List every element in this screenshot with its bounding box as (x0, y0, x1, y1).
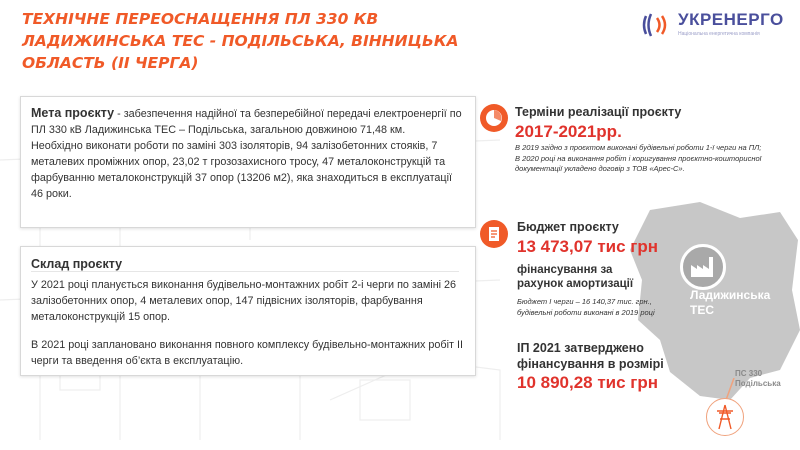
budget-note (517, 297, 687, 318)
goal-text (31, 105, 465, 138)
logo-brand: УКРЕНЕРГО (678, 10, 784, 29)
composition-paragraph-1: У 2021 році планується виконання будівельно-монтажних робіт 2-і черги по заміні 26 залізобетонних опор, 4 металевих опор, 147 підвісних ізоляторів, фарбування металоконструкцій 15 опор. (31, 279, 457, 323)
title-line: ОБЛАСТЬ (ІІ ЧЕРГА) (22, 54, 199, 72)
ip-label (517, 340, 677, 372)
budget-funding-line: фінансування за (517, 264, 613, 276)
plant-label-line: Ладижинська (690, 288, 771, 302)
budget-funding-line: рахунок амортизації (517, 278, 634, 290)
composition-paragraph-2: В 2021 році заплановано виконання повного комплексу будівельно-монтажних робіт ІІ черги та введення об’єкта в експлуатацію. (31, 339, 463, 367)
document-icon (480, 220, 508, 248)
substation-label (735, 369, 781, 389)
logo-tagline: Національна енергетична компанія (678, 31, 760, 37)
composition-heading: Склад проєкту (31, 257, 123, 271)
budget-funding-source (517, 263, 677, 291)
divider (31, 271, 459, 272)
goal-card (20, 96, 476, 228)
composition-card (20, 246, 476, 376)
title-line: ТЕХНІЧНЕ ПЕРЕОСНАЩЕННЯ ПЛ 330 КВ (22, 10, 379, 28)
ip-value: 10 890,28 тис грн (517, 373, 659, 392)
budget-label: Бюджет проєкту (517, 220, 619, 234)
terms-note-line: В 2020 році на виконання робіт і коригування проєктно-кошторисної документації укладено договір з ТОВ «Арес-С». (515, 153, 762, 173)
budget-note-line: будівельні роботи виконані в 2019 році (517, 307, 655, 317)
substation-label-line: ПС 330 (735, 369, 763, 378)
plant-label (690, 288, 770, 318)
factory-icon (680, 244, 726, 290)
title-line: ЛАДИЖИНСЬКА ТЕС - ПОДІЛЬСЬКА, ВІННИЦЬКА (22, 32, 459, 50)
page-title (22, 8, 492, 74)
company-logo (638, 8, 788, 42)
terms-value: 2017-2021рр. (515, 122, 622, 141)
clock-icon (480, 104, 508, 132)
terms-note (515, 143, 795, 175)
terms-label: Терміни реалізації проєкту (515, 105, 682, 119)
budget-value: 13 473,07 тис грн (517, 237, 659, 256)
substation-label-line: Подільська (735, 379, 781, 388)
terms-note-line: В 2019 згідно з проєктом виконані будівельні роботи 1-ї черги на ПЛ; (515, 143, 762, 152)
budget-note-line: Бюджет І черги – 16 140,37 тис. грн., (517, 297, 652, 306)
plant-label-line: ТЕС (690, 303, 714, 317)
ip-label-line: фінансування в розмірі (517, 357, 664, 371)
goal-heading: Мета проєкту (31, 106, 115, 120)
power-tower-icon (706, 398, 744, 436)
logo-mark-icon (640, 8, 674, 42)
goal-details: Необхідно виконати роботи по заміні 303 ізоляторів, 94 залізобетонних стояків, 7 металевих проміжних опор, 23,02 т грозозахисного тросу, 47 металоконструкцій та фарбуванню металоконструкцій 37 опор (13206 м2), яка знаходиться в експлуатації 46 роки. (31, 140, 452, 200)
goal-description: - забезпечення надійної та безперебійної передачі електроенергії по ПЛ 330 кВ Ладижинська ТЕС – Подільська, загальною довжиною 71,48 км. (31, 108, 462, 136)
ip-label-line: ІП 2021 затверджено (517, 341, 644, 355)
